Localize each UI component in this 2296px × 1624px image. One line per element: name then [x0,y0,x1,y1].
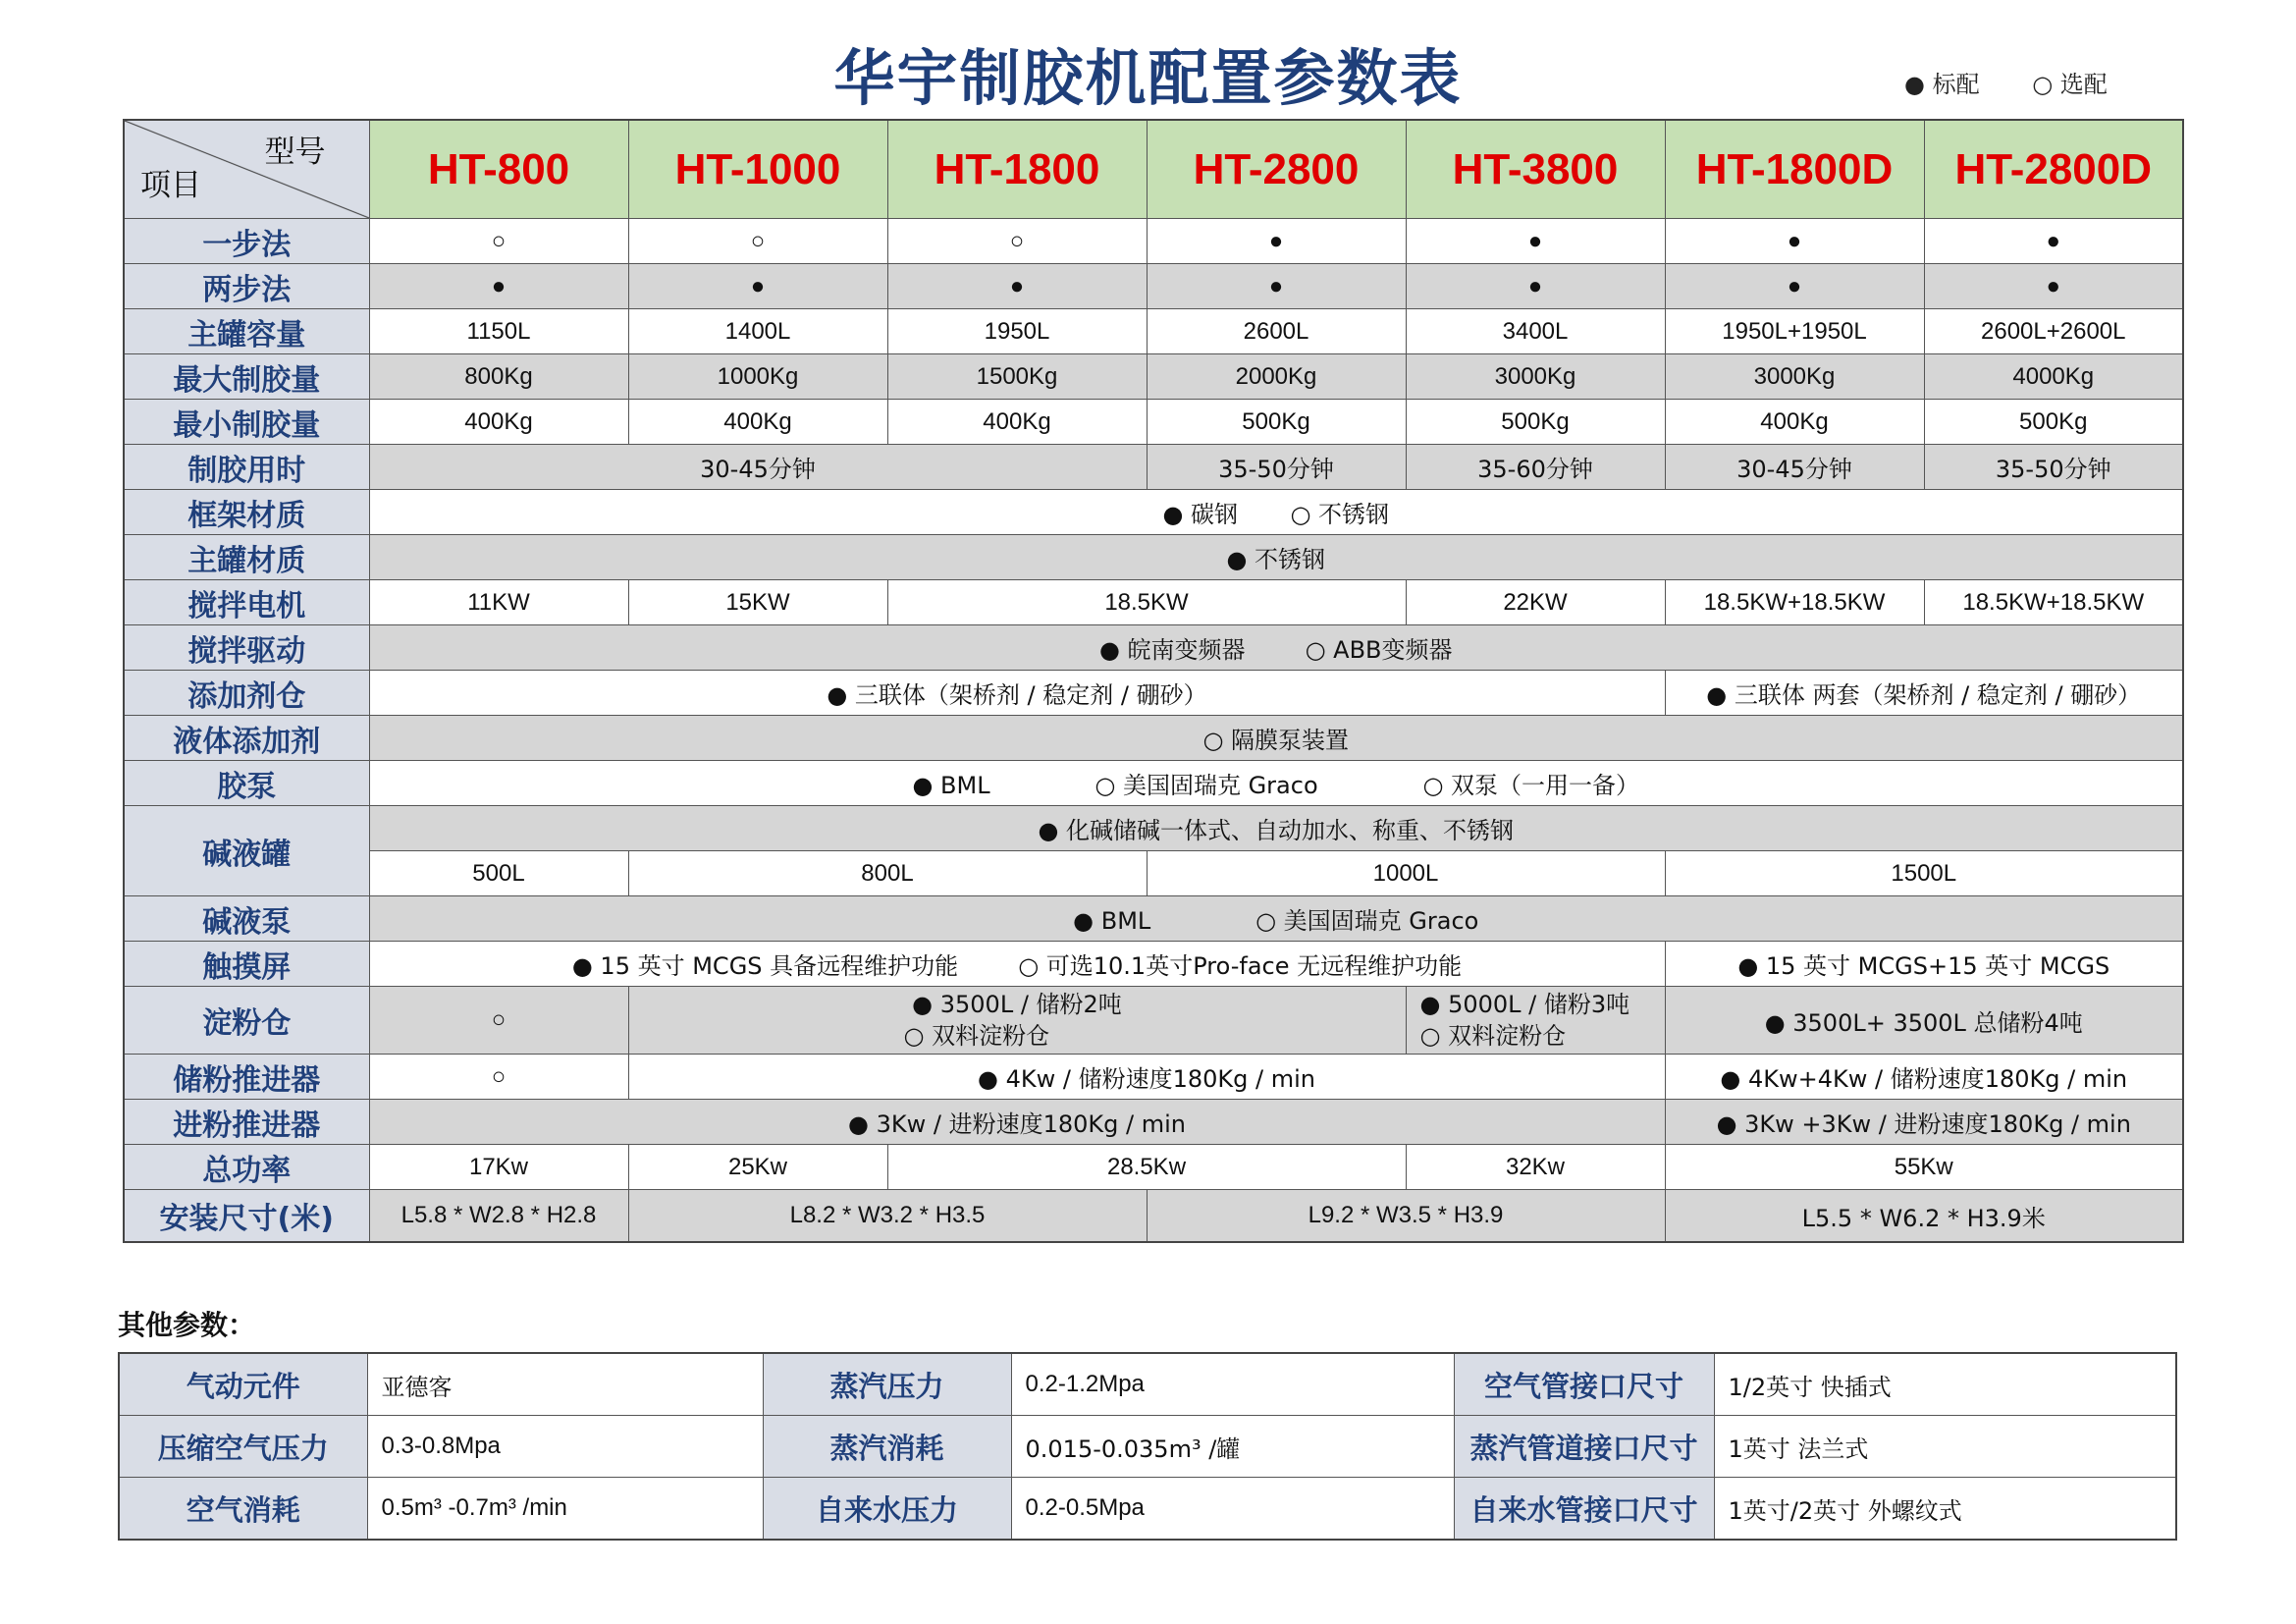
param-key: 蒸汽管道接口尺寸 [1454,1416,1714,1478]
table-cell: 2000Kg [1147,354,1406,400]
param-key: 空气管接口尺寸 [1454,1353,1714,1416]
row-label: 制胶用时 [124,445,369,490]
table-cell: ● 3Kw +3Kw / 进粉速度180Kg / min [1665,1100,2183,1145]
table-cell: L9.2 * W3.5 * H3.9 [1147,1190,1665,1243]
table-cell: 30-45分钟 [1665,445,1924,490]
row-alkali-tank [124,806,2183,851]
corner-cell [124,120,369,219]
row-label: 储粉推进器 [124,1055,369,1100]
table-cell: L5.5 * W6.2 * H3.9米 [1665,1190,2183,1243]
option-text: ● 3500L / 储粉2吨 [912,991,1122,1018]
table-cell: 400Kg [628,400,887,445]
table-cell: 11KW [369,580,628,625]
row-label: 两步法 [124,264,369,309]
table-cell: 800Kg [369,354,628,400]
row-mixer-motor [124,580,2183,625]
row-label: 安装尺寸(米) [124,1190,369,1243]
option-text: ● 5000L / 储粉3吨 [1419,991,1630,1018]
param-value: 0.2-0.5Mpa [1011,1478,1454,1541]
table-cell: ● [1665,219,1924,264]
table-cell: 500Kg [1924,400,2183,445]
header-row [124,120,2183,219]
param-value: 1英寸 法兰式 [1714,1416,2176,1478]
option-text: ● 碳钢 [1162,501,1239,528]
table-cell: 2600L+2600L [1924,309,2183,354]
legend-optional: ○ 选配 [2032,71,2108,98]
table-cell: ● [1147,219,1406,264]
table-cell: 1500L [1665,851,2183,896]
row-label: 添加剂仓 [124,671,369,716]
table-cell: 18.5KW+18.5KW [1924,580,2183,625]
row-label: 最大制胶量 [124,354,369,400]
table-cell: 400Kg [1665,400,1924,445]
table-cell: 35-60分钟 [1406,445,1665,490]
row-mixer-drive [124,625,2183,671]
table-cell: ● [1924,219,2183,264]
row-label: 触摸屏 [124,942,369,987]
param-key: 自来水压力 [763,1478,1011,1541]
row-starch-bin [124,987,2183,1055]
table-cell: 400Kg [887,400,1147,445]
row-label: 主罐容量 [124,309,369,354]
table-cell: 1000L [1147,851,1665,896]
row-install-size [124,1190,2183,1243]
table-cell: 3400L [1406,309,1665,354]
table-cell: ○ [369,219,628,264]
table-cell: 30-45分钟 [369,445,1147,490]
param-key: 空气消耗 [119,1478,367,1541]
param-key: 气动元件 [119,1353,367,1416]
option-text: ○ ABB变频器 [1305,636,1453,664]
model-header: HT-2800D [1924,120,2183,219]
table-cell [369,942,1665,987]
row-label: 胶泵 [124,761,369,806]
model-header: HT-3800 [1406,120,1665,219]
table-cell: ○ [369,987,628,1055]
table-cell: 18.5KW [887,580,1406,625]
other-row [119,1416,2176,1478]
row-powder-storage-pusher [124,1055,2183,1100]
table-cell: ● [628,264,887,309]
option-text: ● 15 英寸 MCGS 具备远程维护功能 [571,952,959,980]
param-value: 0.015-0.035m³ /罐 [1011,1416,1454,1478]
option-text: ○ 美国固瑞克 Graco [1095,772,1318,799]
row-label: 淀粉仓 [124,987,369,1055]
row-label: 碱液泵 [124,896,369,942]
config-table [123,119,2184,1243]
table-cell: ● [1924,264,2183,309]
table-cell: ● [1147,264,1406,309]
model-header: HT-2800 [1147,120,1406,219]
param-value: 0.3-0.8Mpa [367,1416,763,1478]
table-cell: ● 化碱储碱一体式、自动加水、称重、不锈钢 [369,806,2183,851]
row-label: 主罐材质 [124,535,369,580]
row-glue-pump [124,761,2183,806]
table-cell: ● 15 英寸 MCGS+15 英寸 MCGS [1665,942,2183,987]
table-cell: 1950L+1950L [1665,309,1924,354]
model-header: HT-1800D [1665,120,1924,219]
table-cell [369,896,2183,942]
table-cell: L5.8 * W2.8 * H2.8 [369,1190,628,1243]
table-cell: ● [887,264,1147,309]
table-cell: ● [369,264,628,309]
table-cell: 3000Kg [1665,354,1924,400]
param-value: 0.5m³ -0.7m³ /min [367,1478,763,1541]
table-cell: ○ [369,1055,628,1100]
option-text: ● BML [1073,907,1151,935]
param-key: 蒸汽压力 [763,1353,1011,1416]
table-cell: 500L [369,851,628,896]
table-cell: ○ [628,219,887,264]
legend [1904,65,2153,99]
other-params-title: 其他参数： [118,1309,256,1341]
table-cell: 1000Kg [628,354,887,400]
model-header: HT-1800 [887,120,1147,219]
option-text: ○ 美国固瑞克 Graco [1255,907,1479,935]
table-cell: 1150L [369,309,628,354]
row-tank-material [124,535,2183,580]
model-label: 型号 [264,135,326,170]
row-time [124,445,2183,490]
param-key: 蒸汽消耗 [763,1416,1011,1478]
param-value: 1/2英寸 快插式 [1714,1353,2176,1416]
option-text: ○ 不锈钢 [1290,501,1390,528]
table-cell: ● 不锈钢 [369,535,2183,580]
table-cell: 400Kg [369,400,628,445]
table-cell: 35-50分钟 [1924,445,2183,490]
row-label: 液体添加剂 [124,716,369,761]
row-label: 一步法 [124,219,369,264]
model-header: HT-1000 [628,120,887,219]
table-cell: 1400L [628,309,887,354]
table-cell: 1500Kg [887,354,1147,400]
table-cell: ● [1406,264,1665,309]
option-text: ○ 双泵（一用一备） [1422,772,1640,799]
row-tank-capacity [124,309,2183,354]
table-cell: 15KW [628,580,887,625]
option-text: ● BML [912,772,990,799]
option-text: ○ 双料淀粉仓 [1419,1022,1567,1050]
table-cell: 17Kw [369,1145,628,1190]
option-text: ○ 可选10.1英寸Pro-face 无远程维护功能 [1018,952,1463,980]
table-cell: ○ 隔膜泵装置 [369,716,2183,761]
table-cell: ○ [887,219,1147,264]
item-label: 项目 [140,168,201,203]
option-text: ○ 双料淀粉仓 [903,1022,1050,1050]
legend-standard: ● 标配 [1904,71,1980,98]
table-cell: ● [1665,264,1924,309]
table-cell [369,761,2183,806]
model-header: HT-800 [369,120,628,219]
table-cell: ● 3Kw / 进粉速度180Kg / min [369,1100,1665,1145]
row-additive-bin [124,671,2183,716]
row-label: 框架材质 [124,490,369,535]
row-label: 碱液罐 [124,806,369,896]
row-liquid-additive [124,716,2183,761]
row-two-step [124,264,2183,309]
row-frame-material [124,490,2183,535]
row-min-output [124,400,2183,445]
table-cell: ● 三联体（架桥剂 / 稳定剂 / 硼砂） [369,671,1665,716]
page-title: 华宇制胶机配置参数表 [833,42,1463,114]
row-alkali-pump [124,896,2183,942]
option-text: ● 皖南变频器 [1098,636,1246,664]
table-cell: 32Kw [1406,1145,1665,1190]
table-cell: ● 三联体 两套（架桥剂 / 稳定剂 / 硼砂） [1665,671,2183,716]
table-cell [628,987,1406,1055]
row-touchscreen [124,942,2183,987]
table-cell: ● 4Kw+4Kw / 储粉速度180Kg / min [1665,1055,2183,1100]
other-row [119,1478,2176,1541]
row-total-power [124,1145,2183,1190]
table-cell: ● [1406,219,1665,264]
table-cell: 25Kw [628,1145,887,1190]
table-cell: ● 4Kw / 储粉速度180Kg / min [628,1055,1665,1100]
table-cell [369,625,2183,671]
table-cell [1406,987,1665,1055]
row-label: 进粉推进器 [124,1100,369,1145]
table-cell: ● 3500L+ 3500L 总储粉4吨 [1665,987,2183,1055]
row-label: 最小制胶量 [124,400,369,445]
table-cell: 4000Kg [1924,354,2183,400]
param-key: 自来水管接口尺寸 [1454,1478,1714,1541]
table-cell: 28.5Kw [887,1145,1406,1190]
param-value: 亚德客 [367,1353,763,1416]
row-label: 搅拌电机 [124,580,369,625]
table-cell: 3000Kg [1406,354,1665,400]
table-cell: 2600L [1147,309,1406,354]
table-cell: 800L [628,851,1147,896]
row-max-output [124,354,2183,400]
other-row [119,1353,2176,1416]
row-alkali-tank-volumes [124,851,2183,896]
param-key: 压缩空气压力 [119,1416,367,1478]
param-value: 1英寸/2英寸 外螺纹式 [1714,1478,2176,1541]
table-cell: 35-50分钟 [1147,445,1406,490]
table-cell: L8.2 * W3.2 * H3.5 [628,1190,1147,1243]
other-params-table [118,1352,2177,1541]
table-cell [369,490,2183,535]
table-cell: 1950L [887,309,1147,354]
table-cell: 55Kw [1665,1145,2183,1190]
row-label: 总功率 [124,1145,369,1190]
table-cell: 22KW [1406,580,1665,625]
row-label: 搅拌驱动 [124,625,369,671]
row-powder-feed-pusher [124,1100,2183,1145]
param-value: 0.2-1.2Mpa [1011,1353,1454,1416]
table-cell: 500Kg [1406,400,1665,445]
table-cell: 18.5KW+18.5KW [1665,580,1924,625]
table-cell: 500Kg [1147,400,1406,445]
row-one-step [124,219,2183,264]
